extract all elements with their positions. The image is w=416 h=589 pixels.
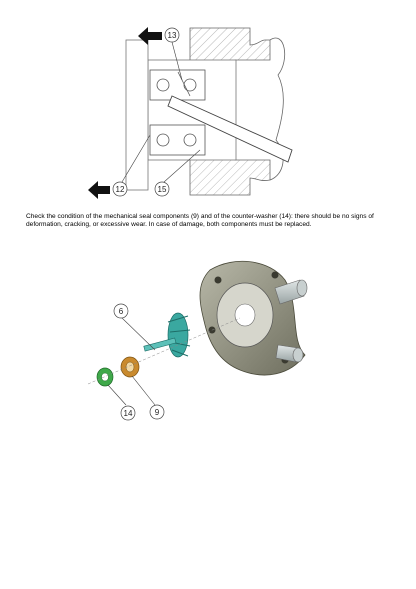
housing-bore: [235, 304, 255, 326]
callout-12: 12: [115, 185, 125, 194]
bolt-hole-2: [272, 272, 279, 279]
callout-13: 13: [167, 31, 177, 40]
bearing-section-drawing: [60, 0, 360, 210]
pump-exploded-illustration: [60, 250, 360, 430]
impeller: [144, 313, 190, 357]
upper-ball-1: [157, 79, 169, 91]
upper-ball-2: [184, 79, 196, 91]
callout-6: 6: [118, 307, 124, 316]
callout-14: 14: [123, 409, 133, 418]
callout-15: 15: [157, 185, 167, 194]
mechanical-seal: [121, 357, 139, 377]
lower-ball-2: [184, 134, 196, 146]
counter-washer: [97, 368, 113, 386]
callout-9: 9: [154, 408, 160, 417]
instruction-text: Check the condition of the mechanical seal components (9) and of the counter-washer (14): there should be no signs of deformation, cracking, or excessive wear. In case of damage, both components must be replaced.: [26, 213, 374, 229]
pump-exploded-svg: [60, 250, 360, 430]
bearing-section-svg: [60, 0, 360, 210]
arrow-left-bottom-icon: [88, 181, 110, 199]
bolt-hole-1: [215, 277, 222, 284]
shaft: [126, 40, 148, 190]
lower-ball-1: [157, 134, 169, 146]
